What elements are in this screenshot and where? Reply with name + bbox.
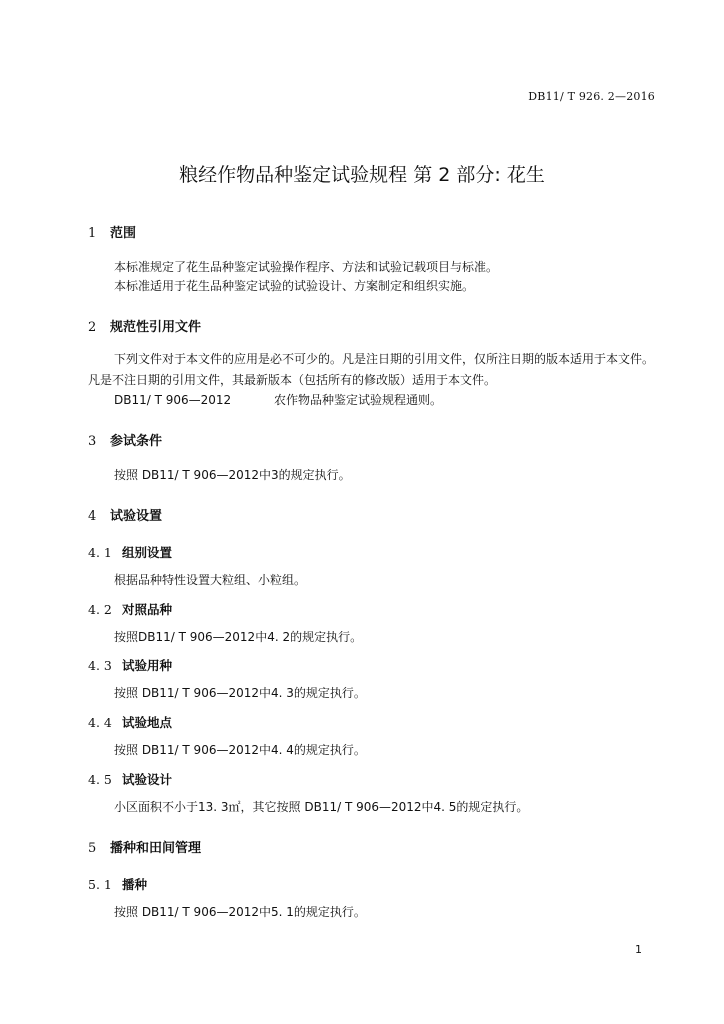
- subsection-title: 对照品种: [122, 602, 173, 617]
- paragraph: 按照 DB11/ T 906—2012中4. 4的规定执行。: [114, 743, 366, 757]
- subsection-heading: [88, 875, 147, 893]
- subsection-heading: [88, 770, 172, 788]
- subsection-title: 试验用种: [122, 658, 173, 673]
- reference-title: 农作物品种鉴定试验规程通则。: [274, 393, 443, 407]
- paragraph: 本标准规定了花生品种鉴定试验操作程序、方法和试验记载项目与标准。: [114, 260, 499, 274]
- subsection-number: 4. 1: [88, 545, 112, 560]
- section-3-heading: [88, 430, 162, 449]
- normative-reference: [114, 391, 442, 408]
- page-number: 1: [635, 943, 642, 956]
- paragraph: 按照DB11/ T 906—2012中4. 2的规定执行。: [114, 630, 363, 644]
- section-title: 范围: [110, 226, 137, 241]
- subsection-heading: [88, 713, 172, 731]
- subsection-heading: [88, 600, 172, 618]
- paragraph: 根据品种特性设置大粒组、小粒组。: [114, 573, 307, 587]
- subsection-number: 4. 4: [88, 715, 112, 730]
- section-number: 5: [88, 841, 97, 856]
- section-5-heading: [88, 837, 201, 856]
- subsection-title: 试验地点: [122, 715, 173, 730]
- paragraph: 小区面积不小于13. 3㎡，其它按照 DB11/ T 906—2012中4. 5的规定执行。: [114, 800, 529, 814]
- section-number: 2: [88, 320, 97, 335]
- paragraph: 按照 DB11/ T 906—2012中5. 1的规定执行。: [114, 905, 366, 919]
- reference-code: DB11/ T 906—2012: [114, 393, 232, 407]
- section-4-heading: [88, 505, 162, 524]
- paragraph: 下列文件对于本文件的应用是必不可少的。凡是注日期的引用文件，仅所注日期的版本适用于本文件。凡是不注日期的引用文件，其最新版本（包括所有的修改版）适用于本文件。: [88, 352, 655, 387]
- subsection-title: 试验设计: [122, 772, 173, 787]
- section-number: 3: [88, 434, 97, 449]
- section-number: 1: [88, 226, 97, 241]
- subsection-number: 4. 5: [88, 772, 112, 787]
- section-title: 参试条件: [110, 434, 163, 449]
- section-1-heading: [88, 222, 136, 241]
- subsection-number: 4. 3: [88, 658, 112, 673]
- section-number: 4: [88, 509, 97, 524]
- section-title: 播种和田间管理: [110, 841, 202, 856]
- section-title: 试验设置: [110, 509, 163, 524]
- section-2-heading: [88, 316, 201, 335]
- standard-code: DB11/ T 926. 2—2016: [528, 90, 655, 103]
- section-title: 规范性引用文件: [110, 320, 202, 335]
- paragraph: 本标准适用于花生品种鉴定试验的试验设计、方案制定和组织实施。: [114, 279, 475, 293]
- paragraph: 按照 DB11/ T 906—2012中4. 3的规定执行。: [114, 686, 366, 700]
- subsection-number: 4. 2: [88, 602, 112, 617]
- document-title: 粮经作物品种鉴定试验规程 第 2 部分: 花生: [179, 164, 545, 186]
- paragraph: 按照 DB11/ T 906—2012中3的规定执行。: [114, 468, 351, 482]
- subsection-number: 5. 1: [88, 877, 112, 892]
- subsection-title: 播种: [122, 877, 148, 892]
- subsection-title: 组别设置: [122, 545, 173, 560]
- subsection-heading: [88, 543, 172, 561]
- subsection-heading: [88, 656, 172, 674]
